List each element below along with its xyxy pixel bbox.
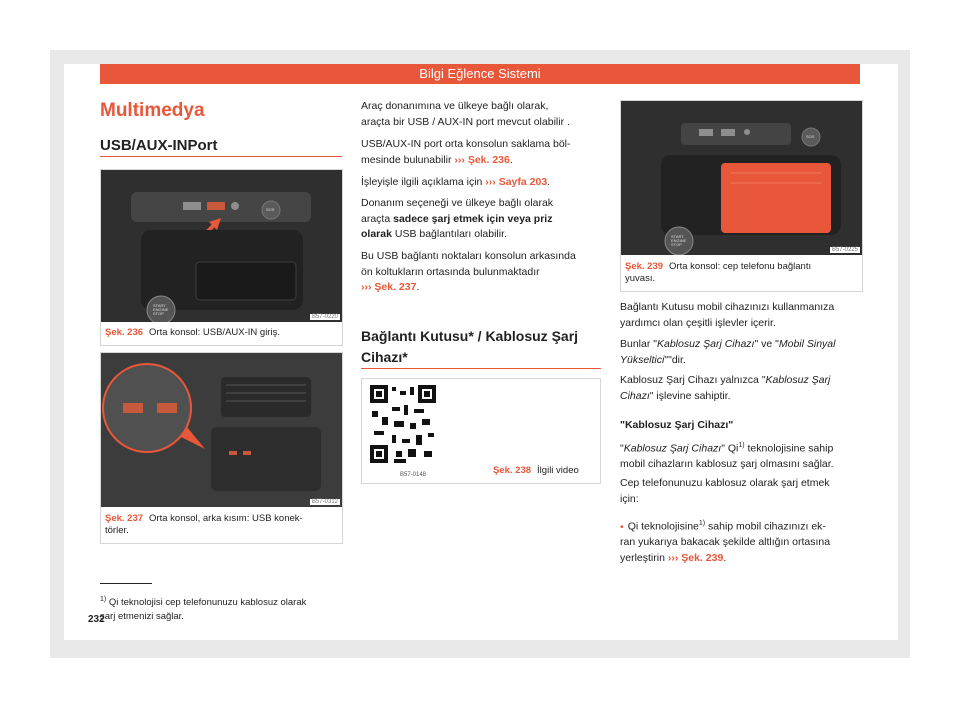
figure-236 [100,169,343,346]
figure-239 [620,100,863,292]
page-number: 232 [88,614,105,625]
figure-caption: Şek. 237 Orta konsol, arka kısım: USB konek- törler. [105,513,303,536]
figure-237 [100,352,343,544]
running-header: Bilgi Eğlence Sistemi [100,64,860,84]
section-subtitle: USB/AUX-INPort [100,137,218,154]
figure-238 [361,378,601,484]
subtitle-rule [100,156,342,157]
start-button-label: START ENGINE STOP [153,303,169,316]
connectivity-box-paragraph: Bağlantı Kutusu mobil cihazınızı kullanmanıza yardımcı olan çeşitli işlevler içerir. [620,301,835,329]
console-usb-photo [101,170,342,322]
figure-caption: Şek. 238 İlgili video [493,465,579,476]
fig239-link[interactable]: ››› Şek. 239 [667,551,724,564]
charging-tray-illustration [621,101,862,255]
usb-intro-paragraph: Araç donanımına ve ülkeye bağlı olarak, araçta bir USB / AUX-IN port mevcut olabilir . [361,100,570,128]
charge-instruction-paragraph: Cep telefonunuzu kablosuz olarak şarj etmek için: [620,477,830,505]
usb-charge-paragraph: Donanım seçeneği ve ülkeye bağlı olarak araçta sadece şarj etmek için veya priz olarak USB bağlantıları olabilir. [361,197,554,240]
start-button-label: START ENGINE STOP [671,234,687,247]
figure-code: B57-0148 [400,472,427,478]
qi-bullet-item: • Qi teknolojisine$^{1)}$ sahip mobil cihazınızı ek- ran yukarıya bakacak şekilde altlığın ortasına yerleştirin ››› Şek. 239. [620,520,831,564]
functions-paragraph: Bunlar "Kablosuz Şarj Cihazı" ve "Mobil Sinyal Yükseltici""dir. [620,338,836,366]
figure-caption: Şek. 236 Orta konsol: USB/AUX-IN giriş. [105,327,280,338]
section-title: Multimedya [100,100,205,121]
console-usb-illustration [101,170,342,322]
wireless-only-paragraph: Kablosuz Şarj Cihazı yalnızca "Kablosuz Şarj Cihazı" işlevine sahiptir. [620,374,831,402]
fig237-link[interactable]: ››› Şek. 237 [361,281,417,293]
rear-usb-photo [101,353,342,507]
page203-link[interactable]: ››› Sayfa 203 [485,176,548,188]
sos-button-label: SOS [806,134,815,139]
rear-usb-illustration [101,353,342,507]
usb-location-paragraph: USB/AUX-IN port orta konsolun saklama böl- mesinde bulunabilir ››› Şek. 236. [361,138,571,166]
sos-button-label: SOS [266,207,275,212]
connectivity-heading: Bağlantı Kutusu* / Kablosuz Şarj Cihazı* [361,328,579,365]
figure-code: B57-0220 [311,314,338,320]
bullet-icon: • [620,520,624,533]
usb-description-paragraph: İşleyişle ilgili açıklama için ››› Sayfa 203. [361,176,551,188]
heading-rule [361,368,601,369]
qi-paragraph: "Kablosuz Şarj Cihazı" Qi$^{1)}$ teknolojisine sahip mobil cihazların kablosuz şarj olmasını sağlar. [620,442,834,470]
footnote: $^{1)}$ Qi teknolojisi cep telefonunuzu kablosuz olarak şarj etmenizi sağlar. [100,596,307,623]
fig236-link[interactable]: ››› Şek. 236 [454,153,510,166]
rear-usb-paragraph: Bu USB bağlantı noktaları konsolun arkasında ön koltukların ortasında bulunmaktadır ››› Şek. 237. [361,250,576,293]
footnote-rule [100,583,152,584]
figure-code: B57-0312 [311,499,338,505]
figure-code: B57-0225 [831,247,858,253]
charging-tray-photo [621,101,862,255]
qr-code-icon [368,383,438,477]
figure-caption: Şek. 239 Orta konsol: cep telefonu bağlantı yuvası. [625,261,812,284]
wireless-charger-heading: "Kablosuz Şarj Cihazı" [620,419,734,431]
